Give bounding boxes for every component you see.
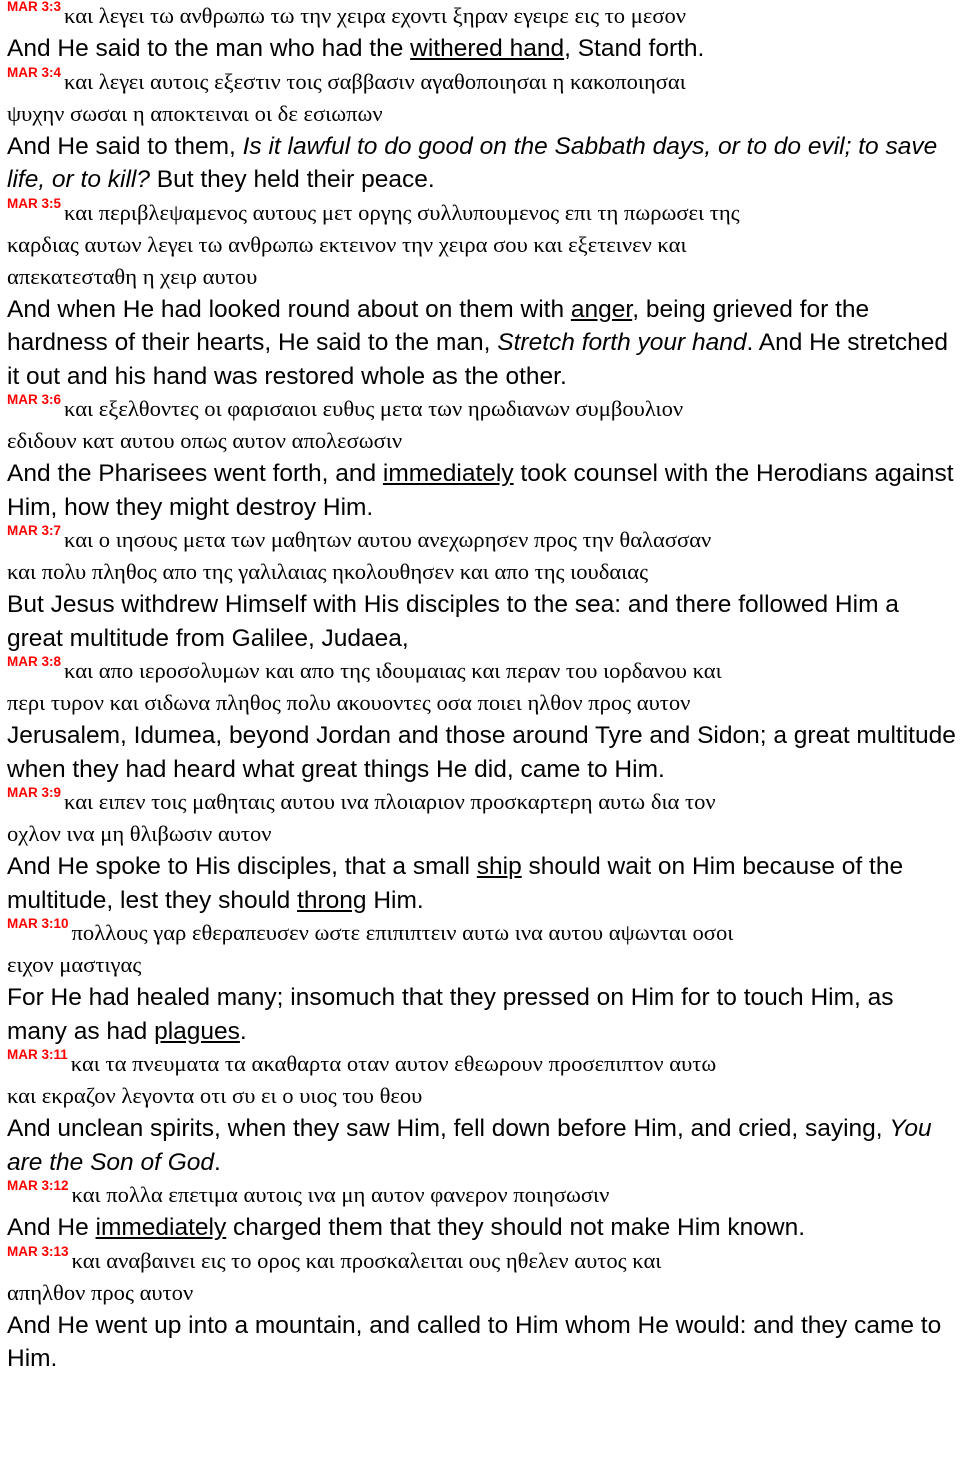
verse-block	[7, 0, 957, 66]
greek-text: και ο ιησους μετα των μαθητων αυτου ανεχωρησεν προς την θαλασσαν	[64, 527, 712, 552]
verse-block	[7, 1245, 957, 1376]
english-text: , Stand forth.	[564, 35, 705, 62]
english-text: And when He had looked round about on them with	[7, 295, 571, 323]
greek-text: και λεγει τω ανθρωπω τω την χειρα εχοντι ξηραν εγειρε εις το μεσον	[64, 3, 687, 28]
greek-text: και τα πνευματα τα ακαθαρτα οταν αυτον εθεωρουν προσεπιπτον αυτω	[70, 1051, 717, 1076]
english-translation	[7, 32, 957, 66]
greek-text: και περιβλεψαμενος αυτους μετ οργης συλλυπουμενος επι τη πωρωσει της	[64, 199, 740, 225]
english-text: And He	[7, 1214, 96, 1241]
underlined-word: immediately	[382, 460, 514, 487]
english-text: For He had healed many; insomuch that they pressed on Him for to touch Him, as many as had	[7, 984, 894, 1045]
english-text: And He went up into a mountain, and called to Him whom He would: and they came to Him.	[7, 1311, 942, 1372]
underlined-word: throng	[297, 886, 367, 914]
verse-block	[7, 917, 957, 1048]
underlined-word: immediately	[95, 1214, 227, 1241]
english-text: And unclean spirits, when they saw Him, fell down before Him, and cried, saying,	[7, 1115, 890, 1142]
greek-text: περι τυρον και σιδωνα πληθος πολυ ακουοντες οσα ποιει ηλθον προς αυτον	[7, 690, 691, 715]
greek-text-line	[7, 1245, 957, 1277]
english-text: .	[214, 1148, 221, 1176]
verse-reference: MAR 3:6	[7, 392, 62, 407]
english-text: charged them that they should not make Him known.	[226, 1214, 806, 1241]
underlined-word: withered hand	[410, 35, 565, 62]
english-text: Jerusalem, Idumea, beyond Jordan and those around Tyre and Sidon; a great multitude when they had heard what great things He did, came to Him.	[7, 722, 956, 783]
verse-block	[7, 1048, 957, 1179]
verse-block	[7, 66, 957, 197]
greek-text: και λεγει αυτοις εξεστιν τοις σαββασιν αγαθοποιησαι η κακοποιησαι	[64, 68, 686, 94]
greek-text-line	[7, 261, 957, 293]
greek-text: και εξελθοντες οι φαρισαιοι ευθυς μετα των ηρωδιανων συμβουλιον	[64, 396, 684, 421]
verse-reference: MAR 3:4	[7, 64, 62, 80]
verse-reference: MAR 3:13	[7, 1243, 69, 1259]
greek-text: εδιδουν κατ αυτου οπως αυτον απολεσωσιν	[7, 428, 403, 453]
italic-quote: You are the Son of God	[7, 1115, 932, 1176]
greek-text-line	[7, 687, 957, 719]
greek-text: πολλους γαρ εθεραπευσεν ωστε επιπιπτειν αυτω ινα αυτου αψωνται οσοι	[71, 920, 734, 945]
italic-quote: Stretch forth your hand	[497, 329, 747, 356]
english-text: But they held their peace.	[149, 166, 435, 193]
greek-text: οχλον ινα μη θλιβωσιν αυτον	[7, 821, 272, 846]
greek-text-line	[7, 1179, 957, 1211]
english-text: Him.	[366, 886, 424, 914]
greek-text-line	[7, 393, 957, 425]
greek-text-line	[7, 1080, 957, 1112]
greek-text-line	[7, 425, 957, 457]
greek-text: και ειπεν τοις μαθηταις αυτου ινα πλοιαριον προσκαρτερη αυτω δια τον	[64, 789, 716, 814]
verse-block	[7, 655, 957, 786]
greek-text: ψυχην σωσαι η αποκτειναι οι δε εσιωπων	[7, 100, 383, 126]
greek-text-line	[7, 556, 957, 588]
verse-reference: MAR 3:7	[7, 523, 62, 538]
english-translation	[7, 719, 957, 786]
greek-text-line	[7, 786, 957, 818]
verse-block	[7, 197, 957, 394]
italic-quote: Is it lawful to do good on the Sabbath days, or to do evil; to save life, or to kill?	[7, 132, 938, 193]
verse-reference: MAR 3:3	[7, 0, 62, 14]
english-text: should wait on Him because of the multitude, lest they should	[7, 853, 904, 914]
greek-text: και πολυ πληθος απο της γαλιλαιας ηκολουθησεν και απο της ιουδαιας	[7, 559, 649, 584]
english-text: And He spoke to His disciples, that a small	[7, 853, 477, 880]
scripture-page	[7, 0, 957, 1376]
english-text: , being grieved for the hardness of their hearts, He said to the man,	[7, 295, 870, 356]
english-translation	[7, 588, 957, 655]
greek-text: απηλθον προς αυτον	[7, 1279, 194, 1305]
verse-reference: MAR 3:11	[7, 1047, 68, 1062]
greek-text: ειχον μαστιγας	[7, 952, 142, 977]
english-translation	[7, 1112, 957, 1179]
english-translation	[7, 1309, 957, 1376]
verse-reference: MAR 3:9	[7, 785, 62, 800]
greek-text-line	[7, 1277, 957, 1309]
english-translation	[7, 850, 957, 917]
english-translation	[7, 981, 957, 1048]
english-text: . And He stretched it out and his hand was restored whole as the other.	[7, 329, 949, 390]
english-text: And He said to them,	[7, 132, 243, 160]
verse-block	[7, 1179, 957, 1245]
greek-text-line	[7, 524, 957, 556]
verse-block	[7, 524, 957, 655]
greek-text-line	[7, 1048, 957, 1080]
greek-text-line	[7, 197, 957, 229]
english-translation	[7, 1211, 957, 1245]
greek-text-line	[7, 66, 957, 98]
underlined-word: ship	[476, 853, 522, 880]
greek-text: και εκραζον λεγοντα οτι συ ει ο υιος του θεου	[7, 1083, 423, 1108]
verse-block	[7, 786, 957, 917]
greek-text: απεκατεσταθη η χειρ αυτου	[7, 263, 258, 289]
verse-reference: MAR 3:5	[7, 195, 62, 211]
greek-text-line	[7, 98, 957, 130]
english-translation	[7, 293, 957, 394]
verse-reference: MAR 3:8	[7, 654, 62, 669]
greek-text-line	[7, 655, 957, 687]
english-text: And He said to the man who had the	[7, 35, 411, 62]
english-translation	[7, 130, 957, 197]
greek-text: καρδιας αυτων λεγει τω ανθρωπω εκτεινον την χειρα σου και εξετεινεν και	[7, 231, 687, 257]
underlined-word: anger	[570, 295, 633, 323]
greek-text: και αναβαινει εις το ορος και προσκαλειται ους ηθελεν αυτος και	[71, 1247, 662, 1273]
greek-text-line	[7, 0, 957, 32]
greek-text-line	[7, 917, 957, 949]
underlined-word: plagues	[154, 1017, 240, 1045]
english-text: took counsel with the Herodians against Him, how they might destroy Him.	[7, 460, 954, 521]
verse-reference: MAR 3:10	[7, 916, 69, 931]
english-translation	[7, 457, 957, 524]
verse-reference: MAR 3:12	[7, 1178, 69, 1193]
greek-text-line	[7, 949, 957, 981]
english-text: .	[239, 1017, 247, 1045]
english-text: And the Pharisees went forth, and	[7, 460, 383, 487]
verse-block	[7, 393, 957, 524]
english-text: But Jesus withdrew Himself with His disciples to the sea: and there followed Him a great multitude from Galilee, Judaea,	[7, 591, 899, 652]
greek-text-line	[7, 818, 957, 850]
greek-text: και απο ιεροσολυμων και απο της ιδουμαιας και περαν του ιορδανου και	[64, 658, 722, 683]
greek-text: και πολλα επετιμα αυτοις ινα μη αυτον φανερον ποιησωσιν	[71, 1182, 610, 1207]
greek-text-line	[7, 229, 957, 261]
